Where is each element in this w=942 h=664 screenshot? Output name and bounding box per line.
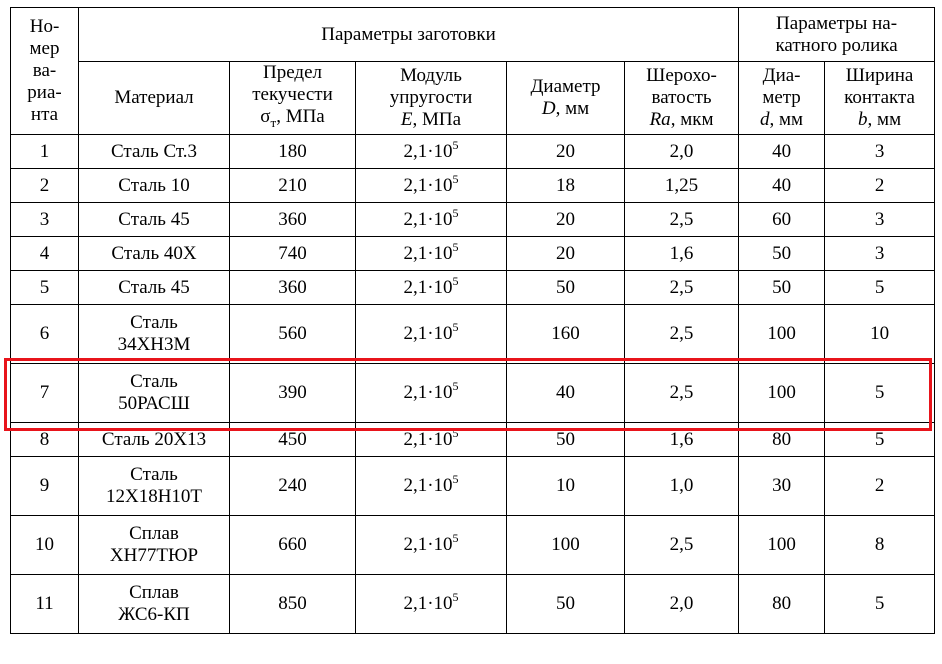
table-row — [11, 271, 935, 305]
variant-number-cell: 6 — [11, 305, 79, 364]
table-body — [11, 135, 935, 634]
contact-width-cell: 5 — [825, 271, 935, 305]
blank-diameter-cell: 20 — [507, 203, 625, 237]
blank-diameter-header: Диаметр D, мм — [507, 62, 625, 135]
elastic-modulus-cell: $2,1\cdot 10^5$ — [356, 457, 507, 516]
yield-strength-cell: 360 — [230, 271, 356, 305]
material-cell: Сталь 10 — [79, 169, 230, 203]
yield-strength-cell: 660 — [230, 516, 356, 575]
table-row — [11, 575, 935, 634]
contact-width-cell: 8 — [825, 516, 935, 575]
yield-strength-cell: 850 — [230, 575, 356, 634]
blank-diameter-cell: 20 — [507, 135, 625, 169]
yield-strength-header: Предел текучести $\sigma_т$, МПа — [230, 62, 356, 135]
roughness-cell: 1,6 — [625, 237, 739, 271]
yield-strength-cell: 740 — [230, 237, 356, 271]
material-cell: Сплав ЖС6-КП — [79, 575, 230, 634]
roller-diameter-cell: 50 — [739, 237, 825, 271]
roller-diameter-cell: 80 — [739, 423, 825, 457]
elastic-modulus-cell: $2,1\cdot 10^5$ — [356, 516, 507, 575]
roughness-cell: 1,0 — [625, 457, 739, 516]
yield-strength-cell: 390 — [230, 364, 356, 423]
table-row — [11, 237, 935, 271]
table-row — [11, 169, 935, 203]
material-header: Материал — [79, 62, 230, 135]
elastic-modulus-cell: $2,1\cdot 10^5$ — [356, 169, 507, 203]
table-row — [11, 135, 935, 169]
yield-strength-cell: 180 — [230, 135, 356, 169]
variant-number-cell: 11 — [11, 575, 79, 634]
table-row — [11, 516, 935, 575]
contact-width-header: Ширина контакта b, мм — [825, 62, 935, 135]
roller-diameter-cell: 30 — [739, 457, 825, 516]
variant-number-cell: 3 — [11, 203, 79, 237]
contact-width-cell: 3 — [825, 203, 935, 237]
blank-diameter-cell: 10 — [507, 457, 625, 516]
roller-diameter-cell: 50 — [739, 271, 825, 305]
material-cell: Сталь 45 — [79, 203, 230, 237]
roughness-cell: 2,0 — [625, 135, 739, 169]
roughness-cell: 1,25 — [625, 169, 739, 203]
table-row — [11, 364, 935, 423]
table-row — [11, 203, 935, 237]
roller-diameter-cell: 40 — [739, 169, 825, 203]
variant-number-cell: 9 — [11, 457, 79, 516]
variant-number-cell: 10 — [11, 516, 79, 575]
roller-diameter-cell: 40 — [739, 135, 825, 169]
roller-diameter-header: Диа- метр d, мм — [739, 62, 825, 135]
roller-diameter-cell: 100 — [739, 305, 825, 364]
material-cell: Сплав ХН77ТЮР — [79, 516, 230, 575]
yield-strength-cell: 450 — [230, 423, 356, 457]
variant-number-cell: 8 — [11, 423, 79, 457]
elastic-modulus-cell: $2,1\cdot 10^5$ — [356, 364, 507, 423]
parameters-table — [10, 7, 935, 634]
roughness-cell: 2,5 — [625, 203, 739, 237]
table-row — [11, 423, 935, 457]
elastic-modulus-cell: $2,1\cdot 10^5$ — [356, 575, 507, 634]
elastic-modulus-header: Модуль упругости E, МПа — [356, 62, 507, 135]
material-cell: Сталь 20Х13 — [79, 423, 230, 457]
blank-diameter-cell: 100 — [507, 516, 625, 575]
roller-parameters-header: Параметры на- катного ролика — [739, 8, 935, 62]
roughness-cell: 2,5 — [625, 305, 739, 364]
variant-number-cell: 1 — [11, 135, 79, 169]
contact-width-cell: 10 — [825, 305, 935, 364]
material-cell: Сталь Ст.3 — [79, 135, 230, 169]
yield-strength-cell: 360 — [230, 203, 356, 237]
variant-number-cell: 2 — [11, 169, 79, 203]
material-cell: Сталь 45 — [79, 271, 230, 305]
contact-width-cell: 2 — [825, 169, 935, 203]
blank-parameters-header: Параметры заготовки — [79, 8, 739, 62]
blank-diameter-cell: 40 — [507, 364, 625, 423]
roughness-cell: 2,0 — [625, 575, 739, 634]
elastic-modulus-cell: $2,1\cdot 10^5$ — [356, 203, 507, 237]
variant-number-cell: 5 — [11, 271, 79, 305]
roughness-cell: 2,5 — [625, 364, 739, 423]
yield-strength-cell: 560 — [230, 305, 356, 364]
material-cell: Сталь 40Х — [79, 237, 230, 271]
elastic-modulus-cell: $2,1\cdot 10^5$ — [356, 423, 507, 457]
variant-number-cell: 4 — [11, 237, 79, 271]
material-cell: Сталь 12Х18Н10Т — [79, 457, 230, 516]
roller-diameter-cell: 100 — [739, 364, 825, 423]
contact-width-cell: 5 — [825, 423, 935, 457]
variant-number-header: Но- мер ва- риа- нта — [11, 8, 79, 135]
elastic-modulus-cell: $2,1\cdot 10^5$ — [356, 135, 507, 169]
blank-diameter-cell: 20 — [507, 237, 625, 271]
roughness-cell: 1,6 — [625, 423, 739, 457]
blank-diameter-cell: 50 — [507, 271, 625, 305]
blank-diameter-cell: 18 — [507, 169, 625, 203]
blank-diameter-cell: 50 — [507, 575, 625, 634]
roller-diameter-cell: 100 — [739, 516, 825, 575]
roughness-cell: 2,5 — [625, 516, 739, 575]
table-row — [11, 457, 935, 516]
roughness-cell: 2,5 — [625, 271, 739, 305]
table-row — [11, 305, 935, 364]
material-cell: Сталь 34ХН3М — [79, 305, 230, 364]
contact-width-cell: 3 — [825, 135, 935, 169]
elastic-modulus-cell: $2,1\cdot 10^5$ — [356, 271, 507, 305]
contact-width-cell: 2 — [825, 457, 935, 516]
roughness-header: Шерохо- ватость Ra, мкм — [625, 62, 739, 135]
elastic-modulus-cell: $2,1\cdot 10^5$ — [356, 305, 507, 364]
blank-diameter-cell: 50 — [507, 423, 625, 457]
roller-diameter-cell: 80 — [739, 575, 825, 634]
elastic-modulus-cell: $2,1\cdot 10^5$ — [356, 237, 507, 271]
variant-number-cell: 7 — [11, 364, 79, 423]
yield-strength-cell: 210 — [230, 169, 356, 203]
roller-diameter-cell: 60 — [739, 203, 825, 237]
contact-width-cell: 3 — [825, 237, 935, 271]
blank-diameter-cell: 160 — [507, 305, 625, 364]
yield-strength-cell: 240 — [230, 457, 356, 516]
contact-width-cell: 5 — [825, 575, 935, 634]
contact-width-cell: 5 — [825, 364, 935, 423]
material-cell: Сталь 50РАСШ — [79, 364, 230, 423]
